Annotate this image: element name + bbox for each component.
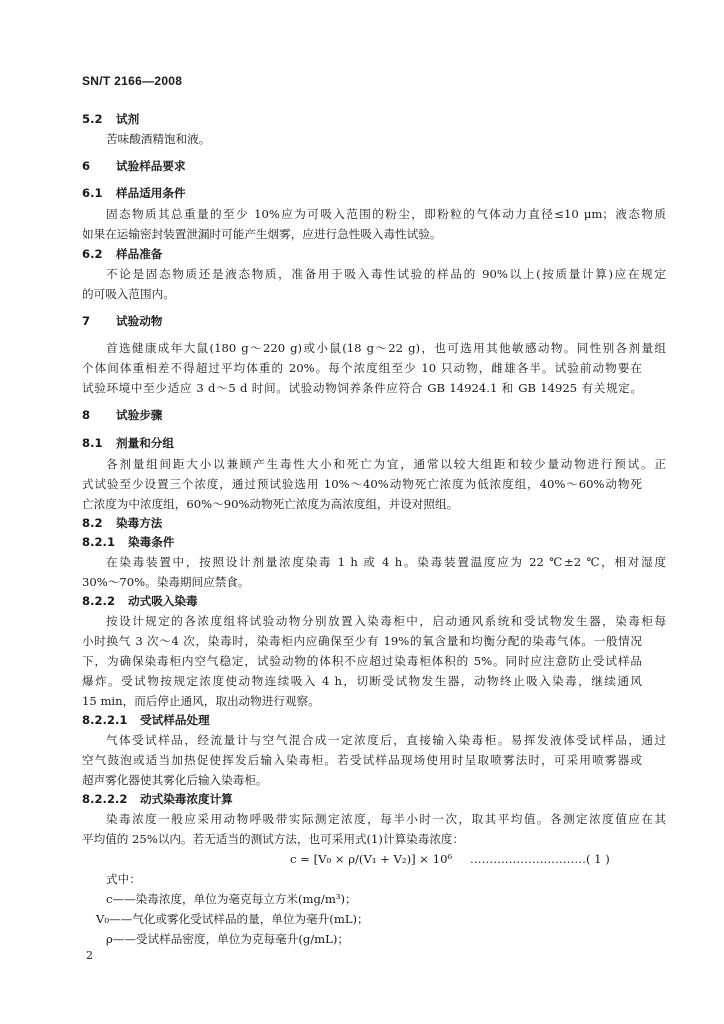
heading-8-1 [82,433,642,453]
heading-8 [82,405,642,425]
paragraph-line: 平均值的 25%以内。若无适当的测试方法，也可采用式(1)计算染毒浓度： [82,832,465,846]
heading-title: 染毒条件 [128,535,175,549]
heading-title: 动式吸入染毒 [128,594,198,608]
paragraph-line: 试验环境中至少适应 3 d～5 d 时间。试验动物饲养条件应符合 GB 14924.1 和 GB 14925 有关规定。 [82,381,642,395]
paragraph-line: 首选健康成年大鼠(180 g～220 g)或小鼠(18 g～22 g)，也可选用其他敏感动物。同性别各剂量组 [106,341,666,355]
heading-8-2-2-1 [82,710,642,730]
page-number: 2 [86,949,93,962]
heading-6-2 [82,244,642,264]
definition-line: c——染毒浓度，单位为毫克每立方米(mg/m³)； [106,892,357,906]
heading-number: 8.2.2 [82,594,116,608]
heading-number: 7 [82,314,91,328]
paragraph-line: 如果在运输密封装置泄漏时可能产生烟雾，应进行急性吸入毒性试验。 [82,227,442,241]
definition-line: ρ——受试样品密度，单位为克每毫升(g/mL)； [106,932,349,946]
heading-title: 剂量和分组 [116,436,174,450]
definition-line: V₀——气化或雾化受试样品的量，单位为毫升(mL)； [96,912,369,926]
heading-title: 试剂 [116,112,140,126]
heading-title: 试验动物 [116,314,163,328]
heading-title: 受试样品处理 [140,713,210,727]
heading-6-1 [82,183,642,203]
heading-number: 8.2.2.1 [82,713,128,727]
paragraph-line: 的可吸入范围内。 [82,287,175,301]
heading-title: 样品准备 [116,247,163,261]
formula: c = [V₀ × ρ/(V₁ + V₂)] × 10⁶ [290,852,453,866]
where-label: 式中： [106,872,141,886]
heading-number: 6.1 [82,186,103,200]
paragraph-line: 式试验至少设置三个浓度，通过预试验选用 10%～40%动物死亡浓度为低浓度组，40%～60%动物死 [82,477,642,491]
paragraph-line: 亡浓度为中浓度组，60%～90%动物死亡浓度为高浓度组，并设对照组。 [82,497,459,511]
heading-number: 6.2 [82,247,103,261]
paragraph-line: 个体间体重相差不得超过平均体重的 20%。每个浓度组至少 10 只动物，雌雄各半。试验前动物要在 [82,361,642,375]
heading-number: 8.2 [82,516,103,530]
paragraph-line: 小时换气 3 次～4 次，染毒时，染毒柜内应确保至少有 19%的氧含量和均衡分配的染毒气体。一般情况 [82,634,642,648]
heading-number: 5.2 [82,112,103,126]
paragraph-line: 不论是固态物质还是液态物质，准备用于吸入毒性试验的样品的 90%以上(按质量计算)应在规定 [106,267,666,281]
paragraph-line: 气体受试样品，经流量计与空气混合成一定浓度后，直接输入染毒柜。易挥发液体受试样品，通过 [106,733,666,747]
paragraph-line: 空气鼓泡或适当加热促使挥发后输入染毒柜。若受试样品现场使用时呈取喷雾法时，可采用喷雾器或 [82,753,642,767]
heading-title: 试验步骤 [116,408,163,422]
paragraph-line: 下，为确保染毒柜内空气稳定，试验动物的体积不应超过染毒柜体积的 5%。同时应注意防止受试样品 [82,654,642,668]
paragraph-line: 30%～70%。染毒期间应禁食。 [82,575,250,589]
paragraph-line: 按设计规定的各浓度组将试验动物分别放置入染毒柜中，启动通风系统和受试物发生器，染毒柜每 [106,614,666,628]
formula-reference: …………………………( 1 ) [470,852,610,866]
heading-6 [82,156,642,176]
heading-5-2 [82,109,642,129]
standard-code: SN/T 2166—2008 [82,74,183,88]
heading-8-2 [82,513,642,533]
paragraph-line: 爆炸。受试物按规定浓度使动物连续吸入 4 h，切断受试物发生器，动物终止吸入染毒，继续通风 [82,674,642,688]
heading-title: 动式染毒浓度计算 [140,792,233,806]
paragraph-line: 染毒浓度一般应采用动物呼吸带实际测定浓度，每半小时一次，取其平均值。各测定浓度值应在其 [106,812,666,826]
paragraph-line: 固态物质其总重量的至少 10%应为可吸入范围的粉尘，即粉粒的气体动力直径≤10 μm；液态物质 [106,207,666,221]
heading-8-2-2 [82,591,642,611]
heading-number: 8 [82,408,91,422]
heading-number: 6 [82,159,91,173]
heading-8-2-1 [82,532,642,552]
heading-number: 8.1 [82,436,103,450]
heading-7 [82,311,642,331]
paragraph-line: 超声雾化器使其雾化后输入染毒柜。 [82,773,268,787]
heading-8-2-2-2 [82,789,642,809]
heading-number: 8.2.2.2 [82,792,128,806]
heading-title: 染毒方法 [116,516,163,530]
paragraph-line: 在染毒装置中，按照设计剂量浓度染毒 1 h 或 4 h。染毒装置温度应为 22 ℃±2 ℃，相对湿度 [106,555,666,569]
heading-title: 试验样品要求 [116,159,186,173]
heading-number: 8.2.1 [82,535,116,549]
heading-title: 样品适用条件 [116,186,186,200]
paragraph-line: 15 min，而后停止通风，取出动物进行观察。 [82,694,320,708]
paragraph: 苦味酸酒精饱和液。 [106,132,211,146]
paragraph-line: 各剂量组间距大小以兼顾产生毒性大小和死亡为宜，通常以较大组距和较少量动物进行预试。正 [106,457,666,471]
